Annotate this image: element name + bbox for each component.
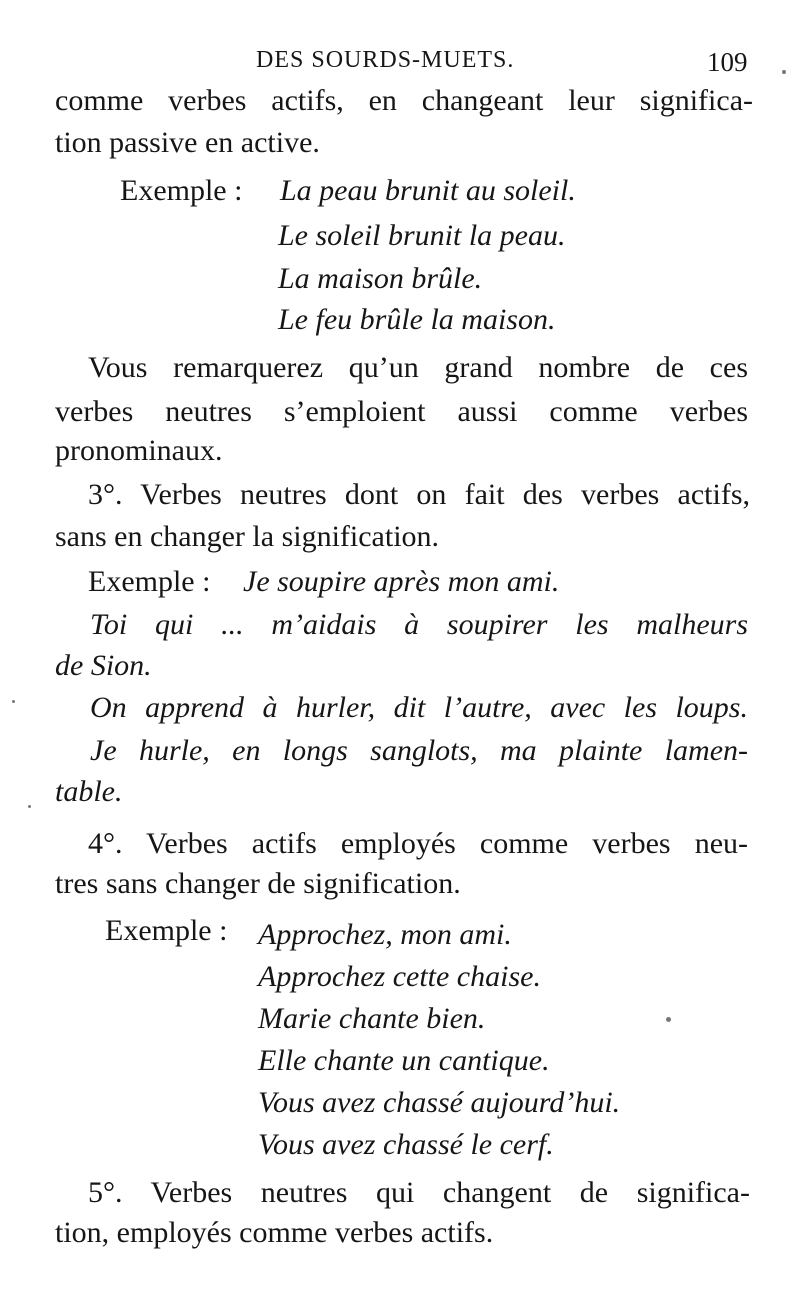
example-line: Le feu brûle la maison. [278, 303, 556, 336]
running-title: DES SOURDS-MUETS. [256, 47, 515, 73]
example-line: On apprend à hurler, dit l’autre, avec les loups. [90, 691, 748, 724]
example-label: Exemple : [88, 565, 211, 598]
text-line: sans en changer la signification. [55, 520, 440, 553]
text-line: 4°. Verbes actifs employés comme verbes neu- [88, 827, 748, 860]
example-line: Approchez, mon ami. [258, 918, 512, 951]
paper-speck [782, 70, 786, 74]
paper-speck [12, 700, 15, 703]
example-line: table. [55, 775, 123, 808]
example-line: Le soleil brunit la peau. [278, 219, 566, 252]
example-line: Vous avez chassé aujourd’hui. [258, 1086, 621, 1119]
text-line: 5°. Verbes neutres qui changent de significa- [88, 1176, 750, 1209]
text-line: Vous remarquerez qu’un grand nombre de ces [88, 351, 748, 384]
paper-speck [666, 1017, 671, 1022]
example-label: Exemple : [105, 914, 228, 947]
page-number: 109 [707, 47, 748, 77]
text-line: comme verbes actifs, en changeant leur significa- [55, 84, 753, 117]
example-line: La peau brunit au soleil. [280, 174, 576, 207]
example-line: Je hurle, en longs sanglots, ma plainte lamen- [90, 734, 748, 767]
example-line: Toi qui ... m’aidais à soupirer les malheurs [90, 608, 748, 641]
example-label: Exemple : [120, 174, 243, 207]
text-line: verbes neutres s’emploient aussi comme verbes [55, 395, 748, 428]
example-line: Elle chante un cantique. [258, 1044, 550, 1077]
example-line: La maison brûle. [278, 262, 483, 295]
example-line: de Sion. [55, 649, 152, 682]
text-line: tion passive en active. [55, 126, 320, 159]
example-line: Marie chante bien. [258, 1002, 486, 1035]
example-line: Vous avez chassé le cerf. [258, 1128, 554, 1161]
text-line: tion, employés comme verbes actifs. [55, 1216, 494, 1249]
paper-speck [28, 805, 31, 808]
example-line: Approchez cette chaise. [258, 960, 541, 993]
text-line: 3°. Verbes neutres dont on fait des verbes actifs, [88, 478, 750, 511]
text-line: tres sans changer de signification. [55, 867, 461, 900]
example-line: Je soupire après mon ami. [243, 565, 560, 598]
text-line: pronominaux. [55, 434, 223, 467]
